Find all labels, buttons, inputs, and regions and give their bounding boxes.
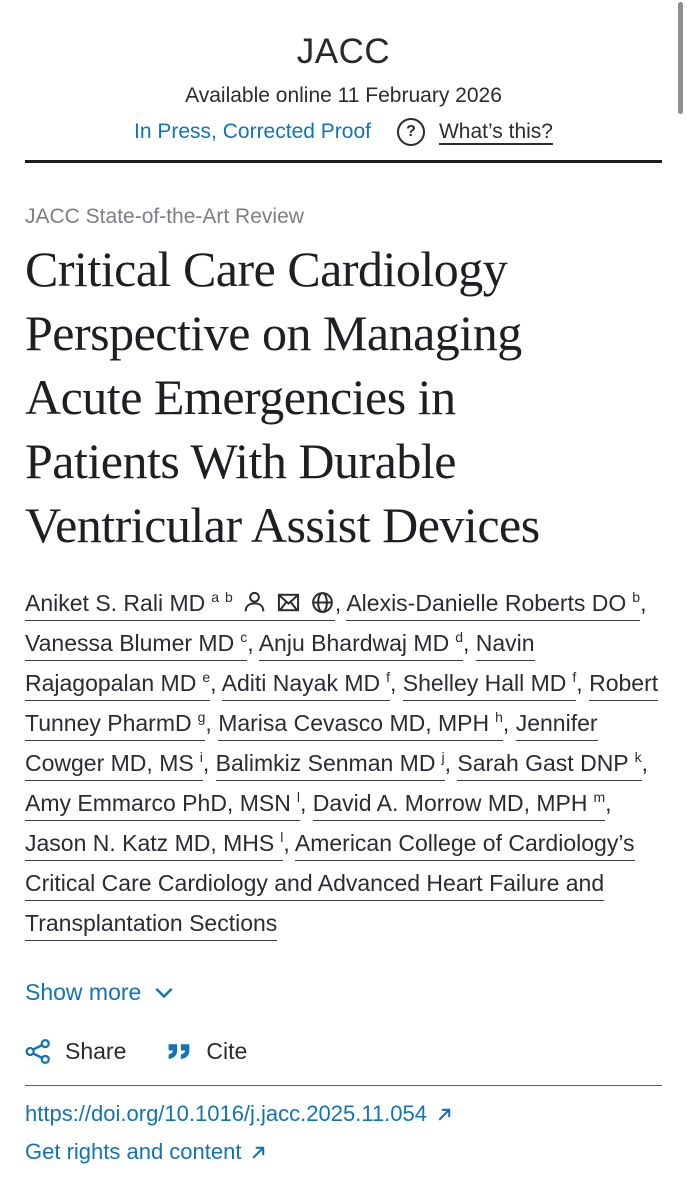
affiliation-superscript: m — [593, 789, 606, 806]
author-list: Aniket S. Rali MD $^a$ $^b$ , Alexis-Danielle Roberts DO $^b$, Vanessa Blumer MD $^c$, Anju Bhardwaj MD $^d$, Navin Rajagopalan MD $^e$, Aditi Nayak MD $^f$, Shelley Hall MD $^f$, Robert Tunney PharmD $^g$, Marisa Cevasco MD, MPH $^h$, Jennifer Cowger MD, MS $^i$, Balimkiz Senman MD $^j$, Sarah Gast DNP $^k$, Amy Emmarco PhD, MSN $^l$, David A. Morrow MD, MPH $^m$, Jason N. Katz MD, MHS $^l$, American College of Cardiology’s Critical Care Cardiology and Advanced Heart Failure and Transplantation Sections — [25, 583, 662, 943]
footer-divider — [25, 1085, 662, 1086]
affiliation-superscript: l — [296, 789, 300, 806]
show-more-button[interactable] — [25, 979, 175, 1006]
quote-icon — [166, 1038, 193, 1065]
show-more-label: Show more — [25, 979, 142, 1005]
author-name: Jennifer Cowger MD, MS — [25, 710, 598, 776]
affiliation-superscript: a — [211, 589, 220, 606]
affiliation-superscript: d — [455, 629, 463, 646]
affiliation-superscript: g — [197, 709, 206, 726]
envelope-icon[interactable] — [276, 590, 301, 615]
author-link[interactable] — [259, 630, 463, 661]
affiliation-superscript: j — [441, 749, 445, 766]
affiliation-superscript: e — [202, 669, 211, 686]
author-name: David A. Morrow MD, MPH — [312, 790, 588, 816]
author-link[interactable] — [403, 670, 577, 701]
author-link[interactable] — [25, 630, 247, 661]
globe-icon[interactable] — [310, 590, 335, 615]
author-name: Jason N. Katz MD, MHS — [25, 830, 275, 856]
affiliation-superscript: k — [634, 749, 642, 766]
affiliation-superscript: h — [495, 709, 503, 726]
share-button[interactable] — [25, 1038, 126, 1065]
author-name: Sarah Gast DNP — [457, 750, 629, 776]
affiliation-superscript: b — [225, 589, 233, 606]
article-title: Critical Care Cardiology Perspective on Managing Acute Emergencies in Patients With Durable Ventricular Assist Devices — [25, 241, 540, 553]
affiliation-superscript: f — [572, 669, 577, 686]
affiliation-superscript: c — [240, 629, 248, 646]
author-name: Anju Bhardwaj MD — [258, 630, 450, 656]
author-name: Vanessa Blumer MD — [25, 630, 235, 656]
author-name: Balimkiz Senman MD — [215, 750, 436, 776]
journal-title: JACC — [296, 32, 391, 71]
author-name: Marisa Cevasco MD, MPH — [218, 710, 490, 736]
in-press-link[interactable]: In Press, Corrected Proof — [134, 120, 371, 143]
affiliation-superscript: l — [280, 829, 284, 846]
chevron-down-icon — [153, 982, 175, 1004]
author-link[interactable] — [25, 590, 335, 621]
external-link-icon — [250, 1144, 267, 1161]
article-category: JACC State-of-the-Art Review — [25, 205, 304, 228]
author-link[interactable] — [216, 750, 445, 781]
share-label: Share — [65, 1038, 127, 1064]
share-nodes-icon — [25, 1038, 52, 1065]
author-link[interactable] — [457, 750, 641, 781]
question-circle-icon[interactable]: ? — [397, 118, 425, 146]
author-link[interactable] — [313, 790, 605, 821]
author-link[interactable] — [218, 710, 503, 741]
author-name: Aniket S. Rali MD — [25, 590, 206, 616]
author-name: Amy Emmarco PhD, MSN — [25, 790, 291, 816]
header-divider — [25, 160, 662, 163]
action-bar — [25, 1038, 662, 1065]
affiliation-superscript: i — [199, 749, 203, 766]
rights-link[interactable] — [25, 1139, 267, 1165]
rights-text: Get rights and content — [25, 1139, 242, 1164]
author-name: Alexis-Danielle Roberts DO — [346, 590, 627, 616]
status-row — [25, 118, 662, 146]
journal-header — [25, 32, 662, 163]
author-name: American College of Cardiology’s Critical Care Cardiology and Advanced Heart Failure and Transplantation Sections — [25, 830, 635, 936]
cite-label: Cite — [206, 1038, 248, 1064]
affiliation-superscript: f — [386, 669, 391, 686]
external-link-icon — [436, 1106, 453, 1123]
person-icon[interactable] — [242, 590, 267, 615]
author-name: Robert Tunney PharmD — [25, 670, 659, 736]
author-link[interactable] — [222, 670, 390, 701]
author-name: Navin Rajagopalan MD — [25, 630, 535, 696]
scrollbar[interactable] — [678, 2, 683, 114]
doi-text: https://doi.org/10.1016/j.jacc.2025.11.054 — [25, 1101, 427, 1126]
available-online-date: Available online 11 February 2026 — [185, 84, 502, 107]
cite-button[interactable] — [166, 1038, 247, 1065]
author-name: Shelley Hall MD — [402, 670, 567, 696]
author-name: Aditi Nayak MD — [221, 670, 381, 696]
author-link[interactable] — [25, 830, 283, 861]
author-link[interactable] — [346, 590, 640, 621]
author-link[interactable] — [25, 790, 300, 821]
doi-link[interactable] — [25, 1101, 453, 1127]
whats-this-link[interactable]: What’s this? — [438, 120, 553, 143]
affiliation-superscript: b — [632, 589, 641, 606]
